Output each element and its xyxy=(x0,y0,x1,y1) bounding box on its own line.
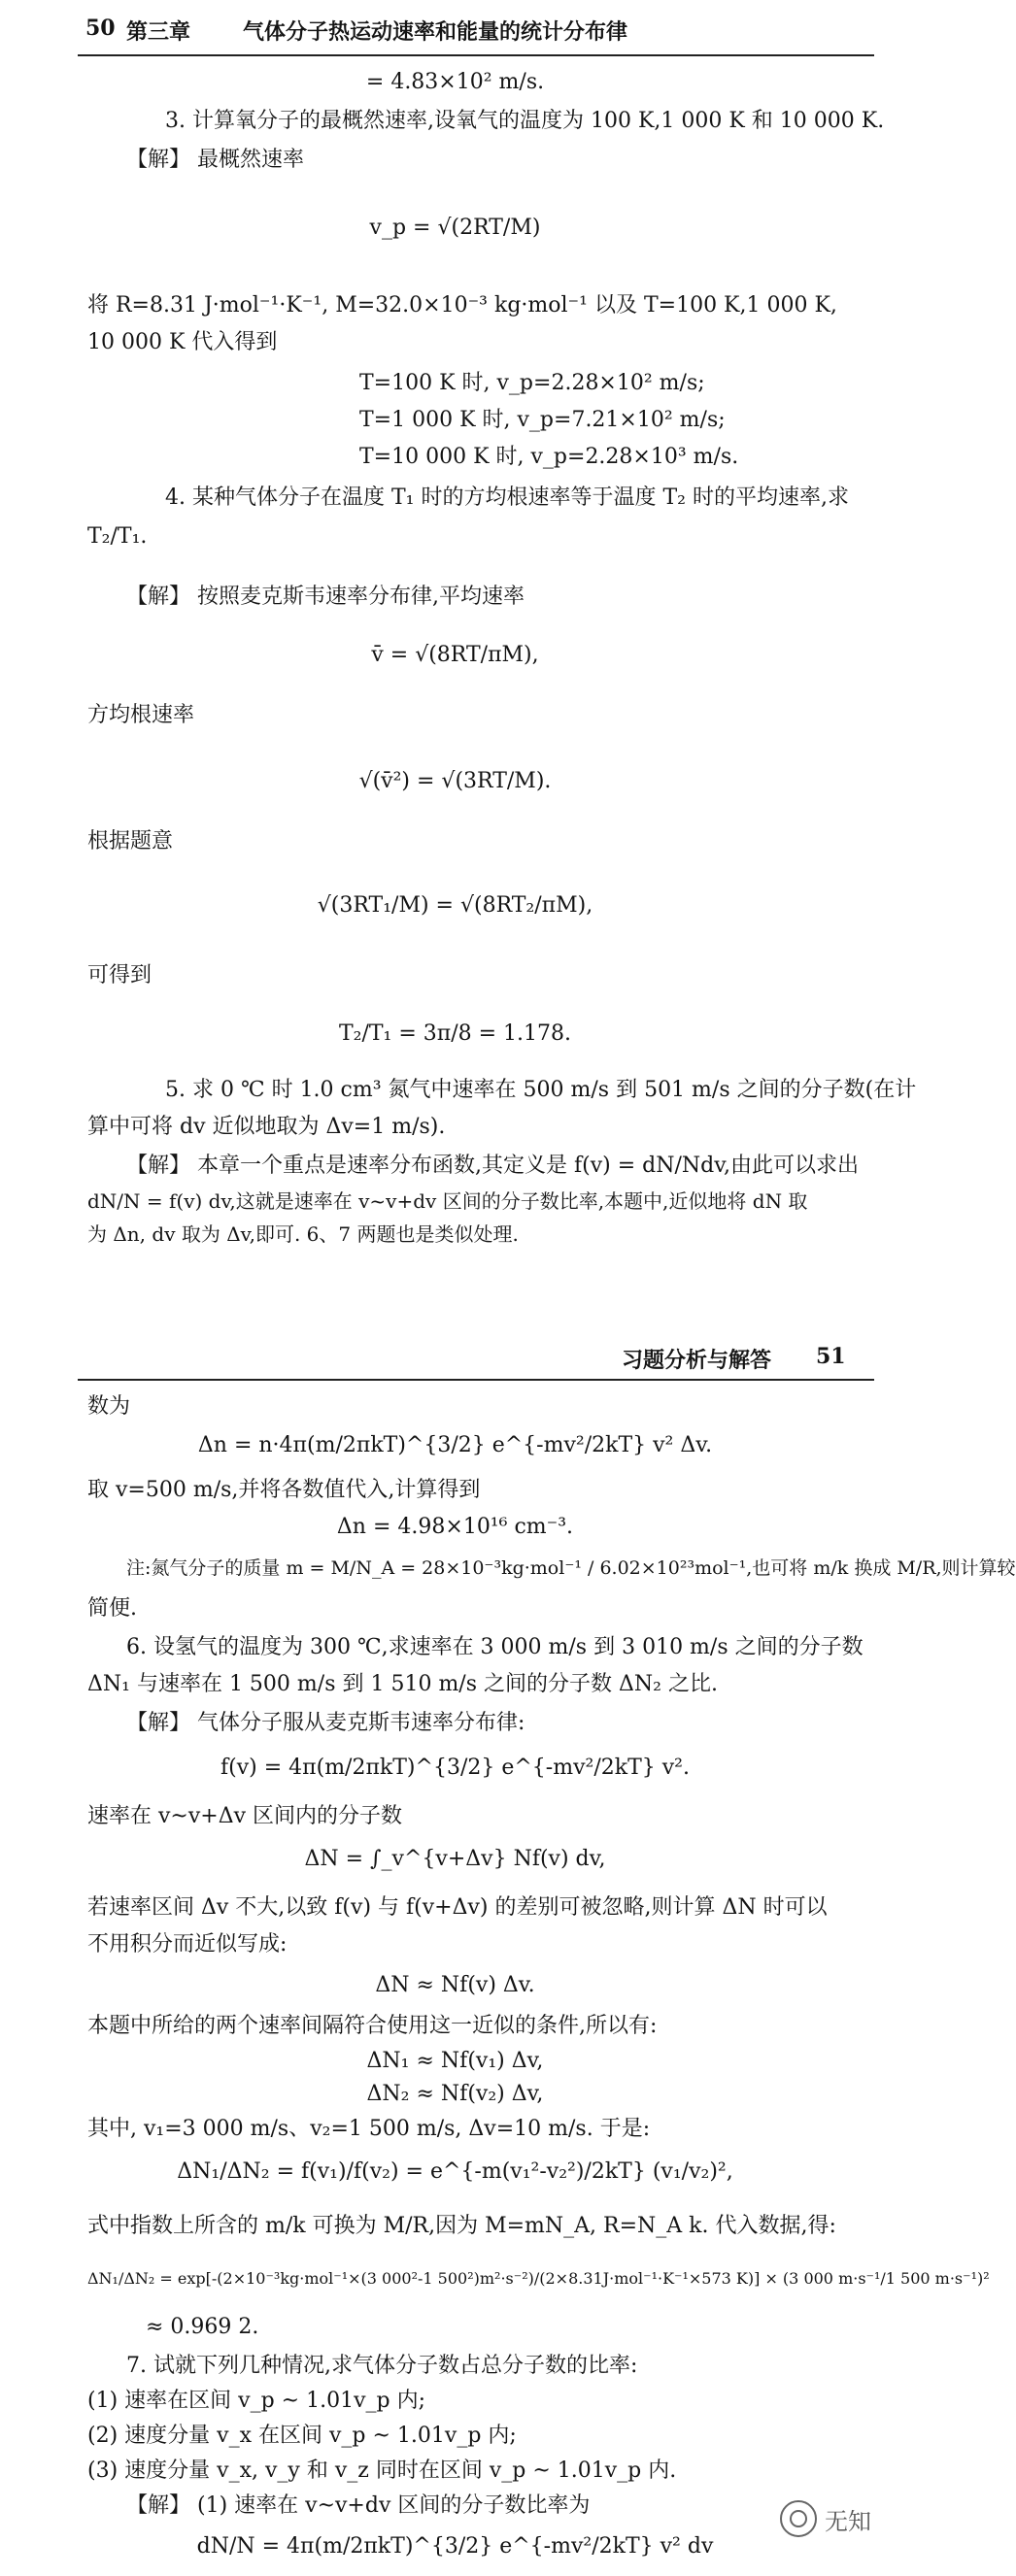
watermark-text: 无知 xyxy=(825,2507,871,2535)
result-line: T=100 K 时, v_p=2.28×10² m/s; xyxy=(359,371,705,395)
formula-vrms: √(v̄²) = √(3RT/M). xyxy=(358,769,552,793)
text-line: 为 Δn, dv 取为 Δv,即可. 6、7 两题也是类似处理. xyxy=(87,1222,519,1246)
text-line: 简便. xyxy=(87,1596,137,1621)
chapter-label: 第三章 xyxy=(126,19,191,45)
formula-ratio: ΔN₁/ΔN₂ = f(v₁)/f(v₂) = e^{-m(v₁²-v₂²)/2kT} (v₁/v₂)², xyxy=(177,2159,733,2184)
note-line: 注:氮气分子的质量 m = M/N_A = 28×10⁻³kg·mol⁻¹ / 6.02×10²³mol⁻¹,也可将 m/k 换成 M/R,则计算较 xyxy=(126,1557,1016,1579)
problem-3: 3. 计算氧分子的最概然速率,设氧气的温度为 100 K,1 000 K 和 10 000 K. xyxy=(165,109,885,133)
formula-vbar: v̄ = √(8RT/πM), xyxy=(371,643,539,667)
header-rule xyxy=(78,1379,874,1381)
text-line: T₂/T₁. xyxy=(87,524,148,549)
page-50 xyxy=(0,0,917,1253)
text-line: = 4.83×10² m/s. xyxy=(365,70,545,94)
text-line: 将 R=8.31 J·mol⁻¹·K⁻¹, M=32.0×10⁻³ kg·mol⁻¹ 以及 T=100 K,1 000 K, xyxy=(87,293,837,318)
section-title: 习题分析与解答 xyxy=(622,1348,772,1373)
text-line: 算中可将 dv 近似地取为 Δv=1 m/s). xyxy=(87,1115,446,1139)
formula-vp: v_p = √(2RT/M) xyxy=(369,216,541,240)
text-line: 可得到 xyxy=(87,963,152,987)
chapter-title: 气体分子热运动速率和能量的统计分布律 xyxy=(243,19,628,45)
formula-dn-n: dN/N = 4π(m/2πkT)^{3/2} e^{-mv²/2kT} v² dv xyxy=(196,2534,714,2559)
page-51 xyxy=(0,1330,1016,2576)
solution-label: 【解】 本章一个重点是速率分布函数,其定义是 f(v) = dN/Ndv,由此可以求出 xyxy=(126,1154,860,1178)
text-line: 数为 xyxy=(87,1394,131,1419)
formula-equal: √(3RT₁/M) = √(8RT₂/πM), xyxy=(317,893,593,918)
problem-5: 5. 求 0 ℃ 时 1.0 cm³ 氮气中速率在 500 m/s 到 501 m/s 之间的分子数(在计 xyxy=(165,1078,917,1102)
text-line: 10 000 K 代入得到 xyxy=(87,330,278,354)
solution-label: 【解】 最概然速率 xyxy=(126,148,304,172)
text-line: 速率在 v~v+Δv 区间内的分子数 xyxy=(87,1804,403,1828)
text-line: 本题中所给的两个速率间隔符合使用这一近似的条件,所以有: xyxy=(87,2014,658,2038)
formula-integral: ΔN = ∫_v^{v+Δv} Nf(v) dv, xyxy=(304,1847,606,1871)
problem-7: 7. 试就下列几种情况,求气体分子数占总分子数的比率: xyxy=(126,2354,638,2378)
formula-dn2: ΔN₂ ≈ Nf(v₂) Δv, xyxy=(366,2082,544,2106)
text-line: 若速率区间 Δv 不大,以致 f(v) 与 f(v+Δv) 的差别可被忽略,则计算 ΔN 时可以 xyxy=(87,1895,828,1920)
result-line: T=1 000 K 时, v_p=7.21×10² m/s; xyxy=(359,408,726,432)
page-number: 50 xyxy=(85,16,116,41)
text-line: 其中, v₁=3 000 m/s、v₂=1 500 m/s, Δv=10 m/s. 于是: xyxy=(87,2117,651,2141)
text-line: 根据题意 xyxy=(87,829,174,853)
problem-6: 6. 设氢气的温度为 300 ℃,求速率在 3 000 m/s 到 3 010 m/s 之间的分子数 xyxy=(126,1635,864,1659)
result-ratio: ≈ 0.969 2. xyxy=(146,2315,259,2339)
page-number: 51 xyxy=(816,1344,846,1369)
page-gap xyxy=(0,1253,910,1330)
result-dn: Δn = 4.98×10¹⁶ cm⁻³. xyxy=(336,1515,574,1539)
wechat-logo-icon xyxy=(780,2500,817,2537)
case-3: (3) 速度分量 v_x, v_y 和 v_z 同时在区间 v_p ~ 1.01v_p 内. xyxy=(87,2459,677,2483)
formula-approx: ΔN ≈ Nf(v) Δv. xyxy=(375,1973,535,1997)
text-line: ΔN₁ 与速率在 1 500 m/s 到 1 510 m/s 之间的分子数 ΔN₂ 之比. xyxy=(87,1672,718,1696)
solution-label: 【解】 气体分子服从麦克斯韦速率分布律: xyxy=(126,1711,525,1735)
formula-dn: Δn = n·4π(m/2πkT)^{3/2} e^{-mv²/2kT} v² Δv. xyxy=(197,1433,713,1457)
problem-4: 4. 某种气体分子在温度 T₁ 时的方均根速率等于温度 T₂ 时的平均速率,求 xyxy=(165,485,849,510)
formula-numeric: ΔN₁/ΔN₂ = exp[-(2×10⁻³kg·mol⁻¹×(3 000²-1 500²)m²·s⁻²)/(2×8.31J·mol⁻¹·K⁻¹×573 K)] × (3 000 m·s⁻¹/1 500 m·s⁻¹)² xyxy=(87,2269,990,2288)
text-line: dN/N = f(v) dv,这就是速率在 v~v+dv 区间的分子数比率,本题中,近似地将 dN 取 xyxy=(87,1189,808,1213)
result-line: T=10 000 K 时, v_p=2.28×10³ m/s. xyxy=(359,445,739,469)
case-1: (1) 速率在区间 v_p ~ 1.01v_p 内; xyxy=(87,2389,425,2413)
text-line: 不用积分而近似写成: xyxy=(87,1932,288,1957)
text-line: 方均根速率 xyxy=(87,703,195,727)
case-2: (2) 速度分量 v_x 在区间 v_p ~ 1.01v_p 内; xyxy=(87,2424,517,2448)
header-rule xyxy=(78,54,874,56)
formula-dn1: ΔN₁ ≈ Nf(v₁) Δv, xyxy=(366,2049,544,2073)
watermark xyxy=(780,2500,871,2537)
formula-ratio: T₂/T₁ = 3π/8 = 1.178. xyxy=(338,1021,572,1046)
text-line: 式中指数上所含的 m/k 可换为 M/R,因为 M=mN_A, R=N_A k. 代入数据,得: xyxy=(87,2214,836,2238)
formula-fv: f(v) = 4π(m/2πkT)^{3/2} e^{-mv²/2kT} v². xyxy=(220,1756,690,1780)
solution-label: 【解】 (1) 速率在 v~v+dv 区间的分子数比率为 xyxy=(126,2493,591,2518)
text-line: 取 v=500 m/s,并将各数值代入,计算得到 xyxy=(87,1478,481,1502)
solution-label: 【解】 按照麦克斯韦速率分布律,平均速率 xyxy=(126,585,525,609)
